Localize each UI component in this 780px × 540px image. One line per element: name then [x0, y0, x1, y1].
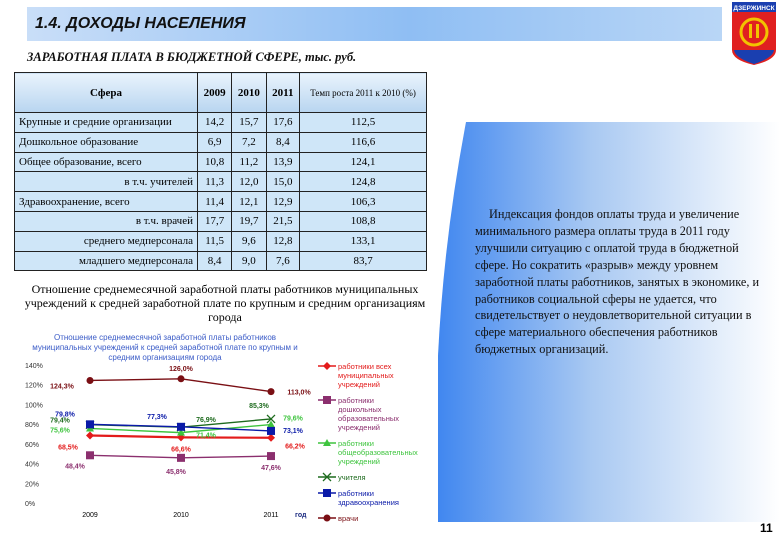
- page-number: 11: [760, 521, 773, 535]
- cell-value: 133,1: [300, 231, 427, 251]
- x-tick-label: 2009: [82, 512, 98, 519]
- data-label: 66,2%: [285, 443, 305, 451]
- data-label: 79,8%: [55, 411, 75, 419]
- legend-marker: [323, 489, 331, 497]
- row-label: Здравоохранение, всего: [15, 192, 198, 212]
- x-tick-label: 2011: [263, 512, 279, 519]
- data-label: 71,4%: [196, 432, 216, 440]
- data-point: [267, 452, 275, 460]
- ratio-line-chart: [0, 328, 440, 528]
- col-header: Сфера: [15, 73, 198, 113]
- cell-value: 11,5: [198, 231, 232, 251]
- cell-value: 12,1: [232, 192, 266, 212]
- cell-value: 11,4: [198, 192, 232, 212]
- data-point: [177, 423, 185, 431]
- row-label: Общее образование, всего: [15, 152, 198, 172]
- commentary-text: Индексация фондов оплаты труда и увеличение минимального размера оплаты труда в 2011 году улучшили ситуацию с оплатой труда в бюджетной сфере. Но сократить «разрыв» между уровнем заработной платы работников, занятых в экономике, и работников социальной сферы не удается, что свидетельствует о неудовлетворительной ситуации в сфере материального обеспечения работников бюджетных организаций.: [475, 207, 760, 357]
- data-point: [267, 427, 275, 435]
- cell-value: 11,2: [232, 152, 266, 172]
- cell-value: 112,5: [300, 113, 427, 133]
- legend-entry: работники: [338, 396, 374, 405]
- data-label: 76,9%: [196, 417, 216, 425]
- cell-value: 13,9: [266, 152, 300, 172]
- y-tick-label: 140%: [25, 363, 43, 370]
- col-header: 2011: [266, 73, 300, 113]
- cell-value: 106,3: [300, 192, 427, 212]
- cell-value: 10,8: [198, 152, 232, 172]
- cell-value: 7,6: [266, 251, 300, 271]
- section-header: [27, 7, 722, 41]
- legend-entry: учителя: [338, 473, 366, 482]
- data-point: [178, 375, 185, 382]
- cell-value: 8,4: [266, 132, 300, 152]
- data-label: 47,6%: [261, 465, 281, 473]
- data-label: 66,6%: [171, 446, 191, 454]
- y-tick-label: 60%: [25, 441, 40, 449]
- cell-value: 15,7: [232, 113, 266, 133]
- table-header-row: [15, 73, 427, 113]
- chart-title: Отношение среднемесячной заработной платы работников: [53, 333, 277, 342]
- row-label: Дошкольное образование: [15, 132, 198, 152]
- row-label: в т.ч. врачей: [15, 211, 198, 231]
- section-title: 1.4. ДОХОДЫ НАСЕЛЕНИЯ: [35, 15, 246, 32]
- table-row: [15, 113, 427, 133]
- cell-value: 17,6: [266, 113, 300, 133]
- table-row: [15, 251, 427, 271]
- data-point: [86, 420, 94, 428]
- col-header: 2009: [198, 73, 232, 113]
- legend-entry: работники всех: [338, 362, 392, 371]
- table-row: [15, 172, 427, 192]
- legend-entry: работники: [338, 439, 374, 448]
- legend-entry: учреждений: [338, 380, 381, 389]
- data-label: 113,0%: [287, 389, 311, 397]
- legend-entry: учреждений: [338, 457, 381, 466]
- cell-value: 124,1: [300, 152, 427, 172]
- table-row: [15, 192, 427, 212]
- legend-marker: [323, 362, 331, 370]
- cell-value: 9,6: [232, 231, 266, 251]
- data-label: 79,4%: [50, 417, 70, 425]
- cell-value: 14,2: [198, 113, 232, 133]
- cell-value: 6,9: [198, 132, 232, 152]
- data-point: [268, 388, 275, 395]
- row-label: младшего медперсонала: [15, 251, 198, 271]
- data-label: 45,8%: [166, 468, 186, 476]
- legend-entry: муниципальных: [338, 371, 394, 380]
- y-tick-label: 100%: [25, 402, 43, 410]
- cell-value: 7,2: [232, 132, 266, 152]
- cell-value: 83,7: [300, 251, 427, 271]
- row-label: в т.ч. учителей: [15, 172, 198, 192]
- x-axis-label: год: [295, 512, 307, 519]
- data-point: [177, 454, 185, 462]
- data-label: 68,5%: [58, 444, 78, 452]
- legend-entry: образовательных: [338, 414, 399, 423]
- x-tick-label: 2010: [173, 512, 189, 519]
- cell-value: 108,8: [300, 211, 427, 231]
- table-row: [15, 231, 427, 251]
- legend-marker: [324, 515, 331, 522]
- legend-entry: работники: [338, 489, 374, 498]
- svg-text:ДЗЕРЖИНСК: ДЗЕРЖИНСК: [733, 5, 775, 12]
- table-row: [15, 211, 427, 231]
- legend-entry: учреждений: [338, 423, 381, 432]
- data-label: 126,0%: [169, 365, 193, 373]
- legend-entry: здравоохранения: [338, 498, 399, 507]
- legend-entry: врачи: [338, 514, 359, 523]
- data-point: [87, 377, 94, 384]
- data-label: 73,1%: [283, 427, 303, 435]
- cell-value: 124,8: [300, 172, 427, 192]
- data-label: 124,3%: [50, 383, 74, 391]
- cell-value: 15,0: [266, 172, 300, 192]
- data-point: [86, 431, 94, 439]
- y-tick-label: 20%: [25, 481, 40, 489]
- table-title: ЗАРАБОТНАЯ ПЛАТА В БЮДЖЕТНОЙ СФЕРЕ, тыс. руб.: [27, 50, 357, 64]
- cell-value: 17,7: [198, 211, 232, 231]
- data-point: [86, 451, 94, 459]
- cell-value: 12,0: [232, 172, 266, 192]
- chart-title: муниципальных учреждений к средней заработной плате по крупным и: [32, 343, 298, 352]
- salary-table: [14, 72, 427, 271]
- row-label: среднего медперсонала: [15, 231, 198, 251]
- cell-value: 8,4: [198, 251, 232, 271]
- col-header: 2010: [232, 73, 266, 113]
- y-tick-label: 40%: [25, 461, 40, 469]
- data-label: 77,3%: [147, 413, 167, 421]
- data-label: 79,6%: [283, 415, 303, 423]
- cell-value: 116,6: [300, 132, 427, 152]
- cell-value: 19,7: [232, 211, 266, 231]
- data-label: 75,6%: [50, 427, 70, 435]
- legend-entry: общеобразовательных: [338, 448, 418, 457]
- y-tick-label: 120%: [25, 382, 43, 390]
- row-label: Крупные и средние организации: [15, 113, 198, 133]
- chart-title: средним организациям города: [108, 353, 222, 362]
- data-point: [267, 434, 275, 442]
- cell-value: 9,0: [232, 251, 266, 271]
- city-crest-logo: [729, 2, 779, 66]
- table-row: [15, 132, 427, 152]
- table-row: [15, 152, 427, 172]
- cell-value: 11,3: [198, 172, 232, 192]
- col-header: Темп роста 2011 к 2010 (%): [300, 73, 427, 113]
- cell-value: 12,8: [266, 231, 300, 251]
- legend-marker: [323, 396, 331, 404]
- y-tick-label: 0%: [25, 501, 36, 508]
- data-label: 85,3%: [249, 402, 269, 410]
- y-tick-label: 80%: [25, 422, 40, 430]
- cell-value: 21,5: [266, 211, 300, 231]
- cell-value: 12,9: [266, 192, 300, 212]
- chart-caption: Отношение среднемесячной заработной платы работников муниципальных учреждений к средней заработной плате по крупным и средним организациям города: [24, 282, 426, 324]
- legend-entry: дошкольных: [338, 405, 382, 414]
- data-label: 48,4%: [65, 463, 85, 471]
